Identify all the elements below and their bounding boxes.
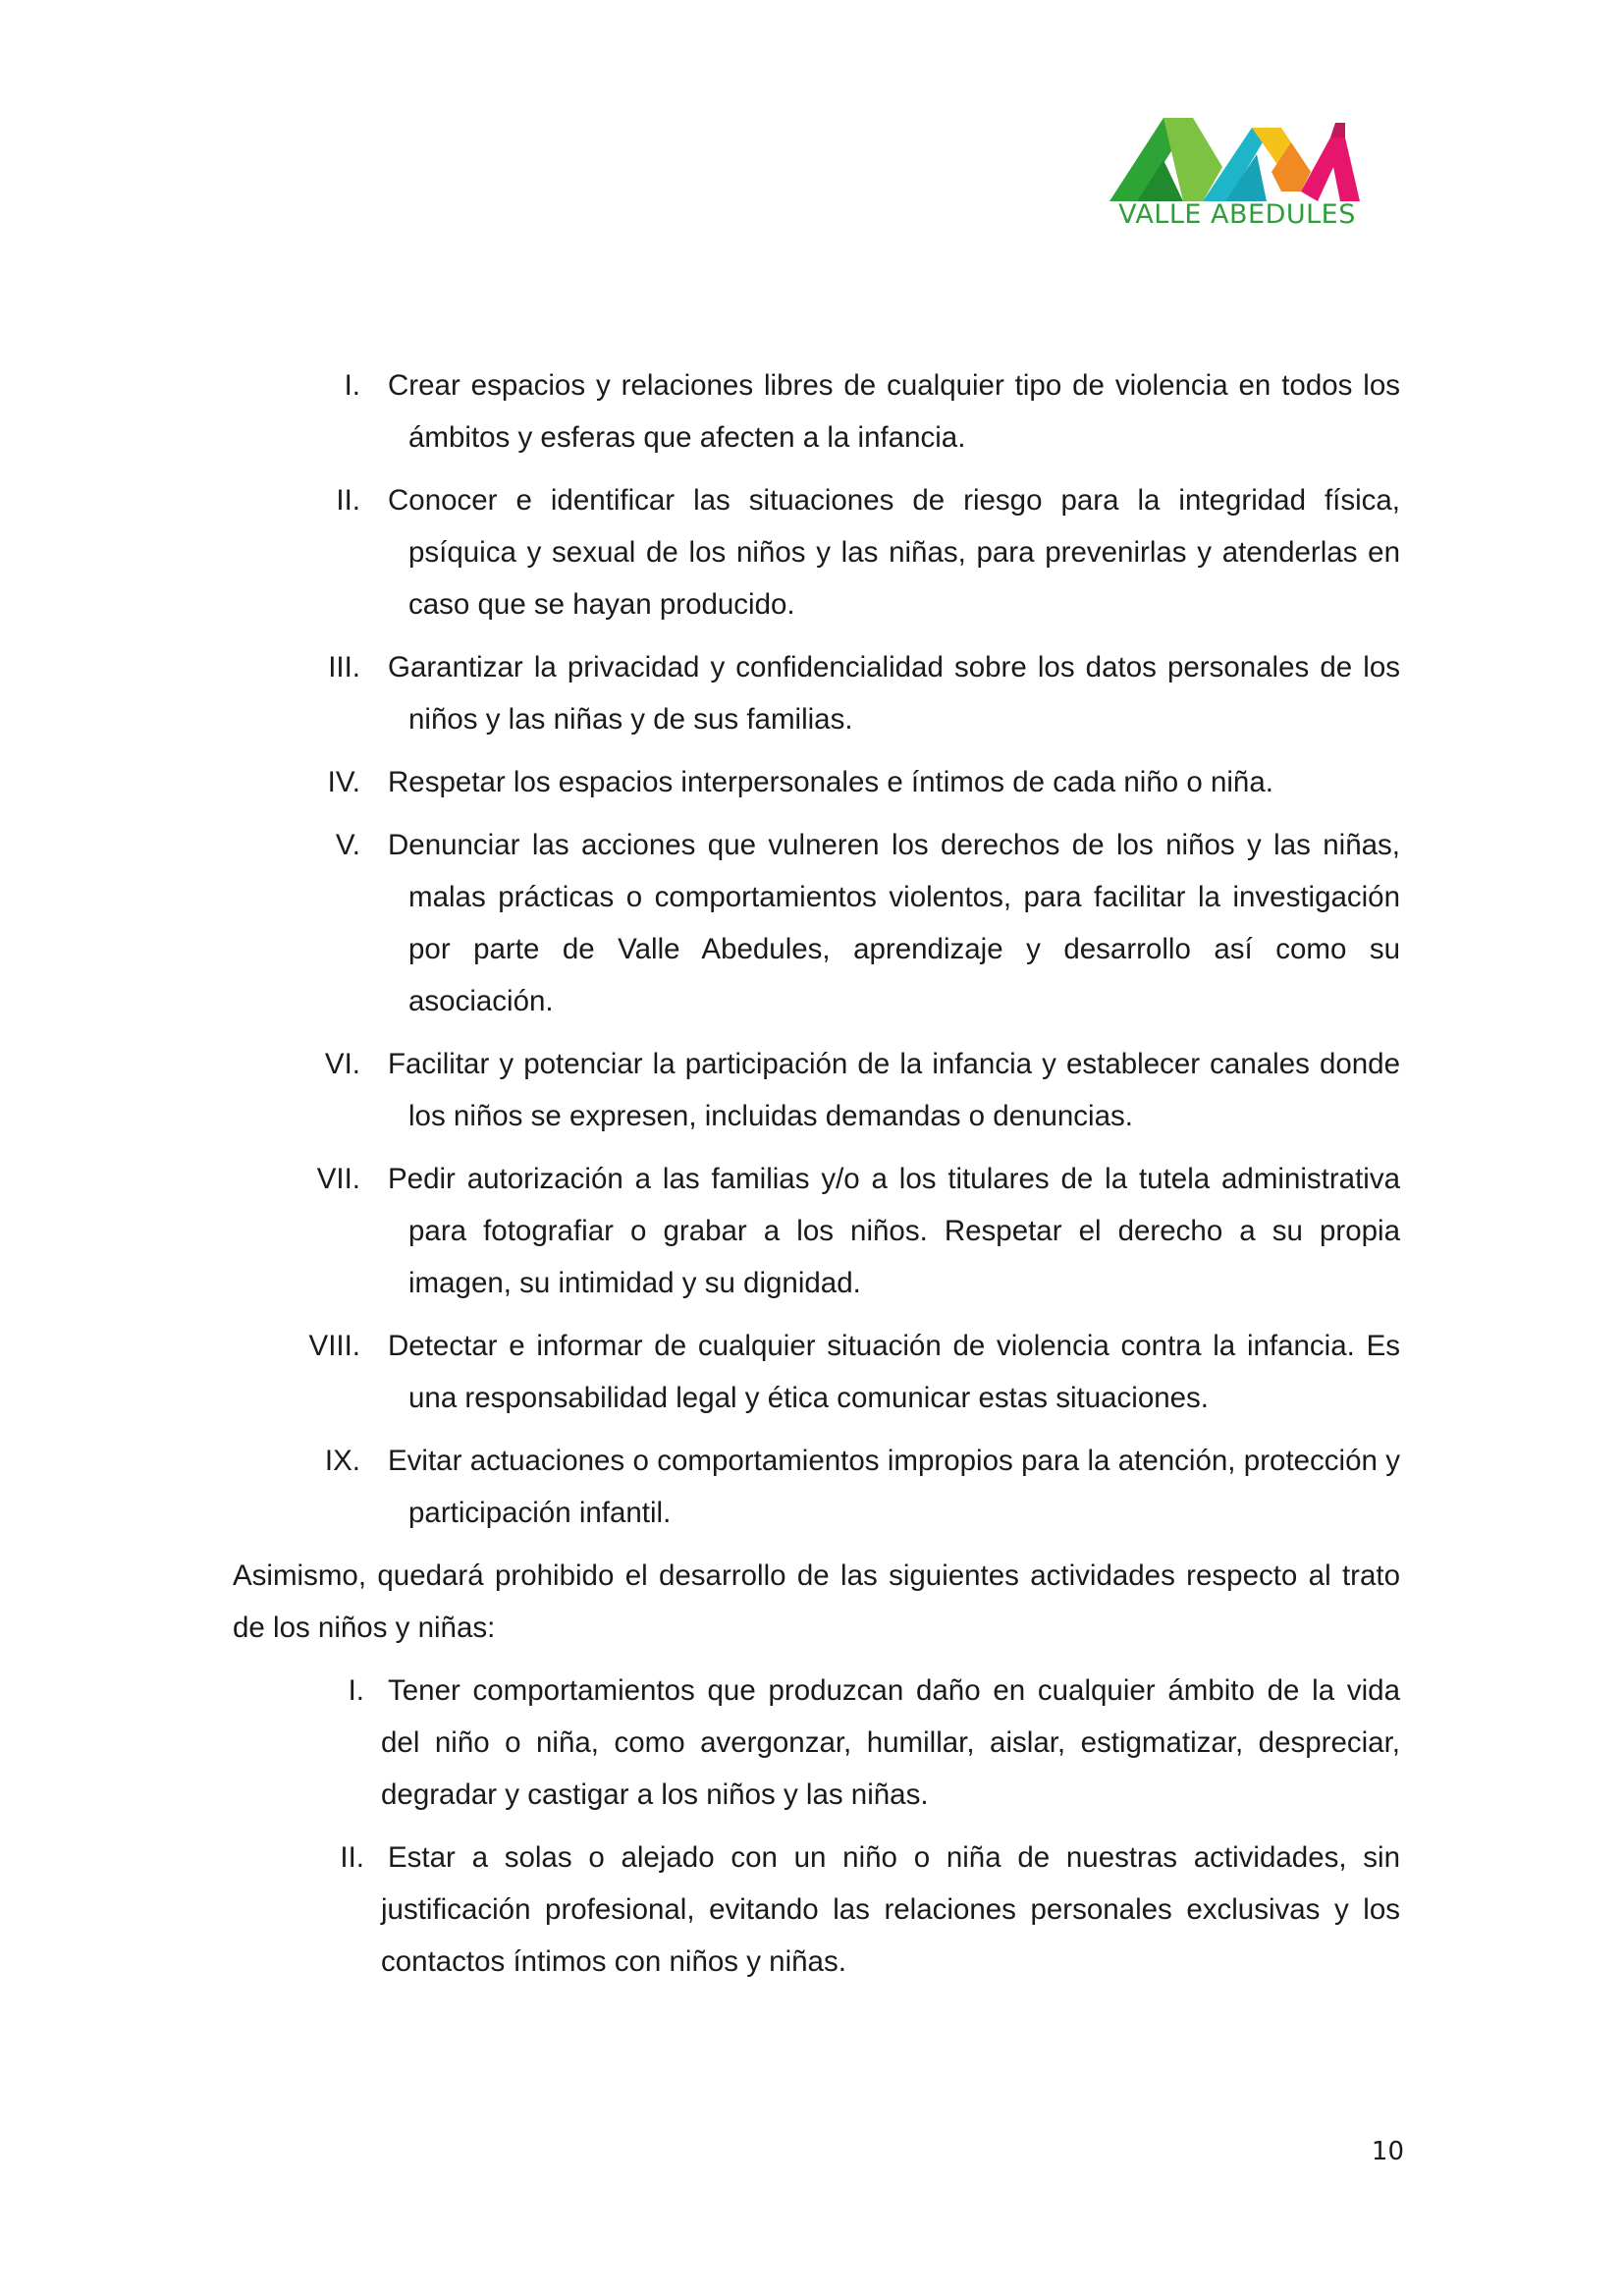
list-numeral: VI. [324,1048,360,1080]
list-item [233,1038,1400,1142]
page-number: 10 [1371,2137,1404,2166]
list-numeral: IX. [324,1445,360,1477]
list-numeral: I. [344,369,360,402]
list-item-text: Garantizar la privacidad y confidencialidad sobre los datos personales de los niños y las niñas y de sus familias. [388,651,1400,736]
list-item [233,1831,1400,1988]
list-numeral: II. [340,1841,364,1874]
list-numeral: III. [328,651,360,683]
list-item-text: Evitar actuaciones o comportamientos impropios para la atención, protección y participación infantil. [388,1445,1400,1529]
list-item [233,1435,1400,1539]
list-item [233,1665,1400,1821]
logo-mark-icon [1109,113,1365,211]
list-item-text: Tener comportamientos que produzcan daño en cualquier ámbito de la vida del niño o niña, como avergonzar, humillar, aislar, estigmatizar, despreciar, degradar y castigar a los niños y las niñas. [381,1674,1400,1811]
prohibitions-intro-paragraph: Asimismo, quedará prohibido el desarrollo de las siguientes actividades respecto al trato de los niños y niñas: [233,1559,1400,1644]
prohibitions-list [233,1665,1400,1988]
logo-text: VALLE ABEDULES [1118,199,1356,230]
list-item-text: Crear espacios y relaciones libres de cualquier tipo de violencia en todos los ámbitos y esferas que afecten a la infancia. [388,369,1400,454]
list-item-text: Respetar los espacios interpersonales e íntimos de cada niño o niña. [388,766,1273,798]
list-item-text: Facilitar y potenciar la participación de la infancia y establecer canales donde los niños se expresen, incluidas demandas o denuncias. [388,1048,1400,1132]
list-numeral: IV. [327,766,360,798]
list-item-text: Conocer e identificar las situaciones de riesgo para la integridad física, psíquica y sexual de los niños y las niñas, para prevenirlas y atenderlas en caso que se hayan producido. [388,484,1400,621]
list-item [233,819,1400,1027]
list-item [233,1153,1400,1309]
valle-abedules-logo [1075,103,1399,241]
list-item [233,1320,1400,1424]
commitments-list [233,359,1400,1539]
list-item-text: Detectar e informar de cualquier situación de violencia contra la infancia. Es una responsabilidad legal y ética comunicar estas situaciones. [388,1330,1400,1414]
list-item-text: Pedir autorización a las familias y/o a los titulares de la tutela administrativa para fotografiar o grabar a los niños. Respetar el derecho a su propia imagen, su intimidad y su dignidad. [388,1163,1400,1299]
list-item [233,641,1400,745]
list-item [233,474,1400,630]
list-numeral: V. [335,829,360,861]
list-item-text: Estar a solas o alejado con un niño o niña de nuestras actividades, sin justificación profesional, evitando las relaciones personales exclusivas y los contactos íntimos con niños y niñas. [381,1841,1400,1978]
list-item [233,756,1400,808]
list-numeral: I. [348,1674,364,1707]
list-item [233,359,1400,464]
list-item-text: Denunciar las acciones que vulneren los derechos de los niños y las niñas, malas prácticas o comportamientos violentos, para facilitar la investigación por parte de Valle Abedules, aprendizaje y desarrollo así como su asociación. [388,829,1400,1017]
list-numeral: II. [336,484,360,517]
document-body [233,359,1400,1998]
list-numeral: VII. [316,1163,360,1195]
list-numeral: VIII. [308,1330,360,1362]
